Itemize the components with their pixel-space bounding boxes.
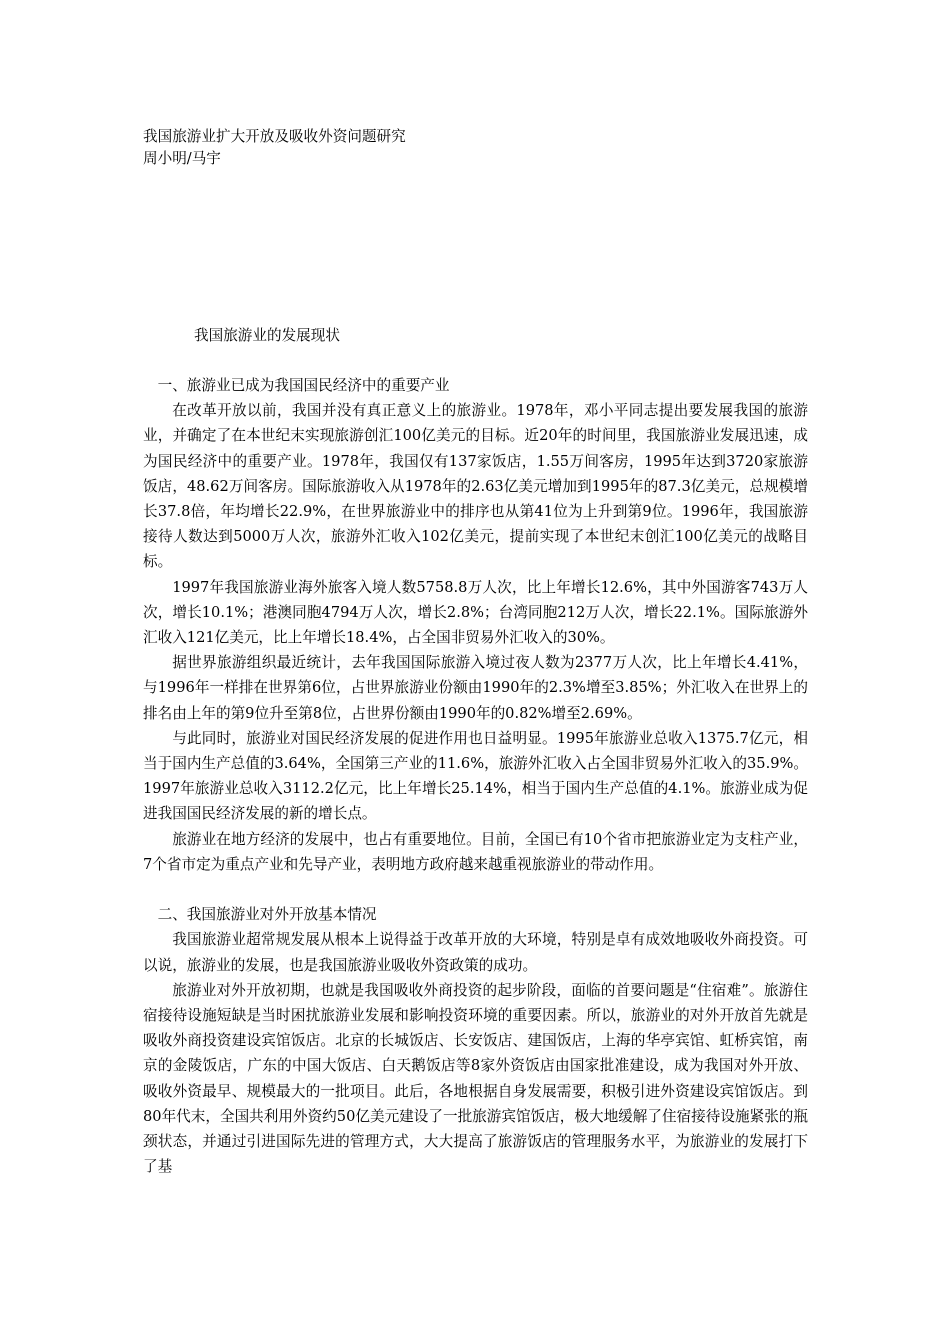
document-title: 我国旅游业扩大开放及吸收外资问题研究 <box>143 128 406 145</box>
paragraph: 旅游业在地方经济的发展中，也占有重要地位。目前，全国已有10个省市把旅游业定为支柱产业，7个省市定为重点产业和先导产业，表明地方政府越来越重视旅游业的带动作用。 <box>143 830 808 873</box>
paragraph: 据世界旅游组织最近统计，去年我国国际旅游入境过夜人数为2377万人次，比上年增长4.41%，与1996年一样排在世界第6位，占世界旅游业份额由1990年的2.3%增至3.85%；外汇收入在世界上的排名由上年的第9位升至第8位，占世界份额由1990年的0.82%增至2.69%。 <box>143 654 808 722</box>
blank-line <box>143 877 808 902</box>
document-header <box>143 126 406 170</box>
paragraph: 在改革开放以前，我国并没有真正意义上的旅游业。1978年，邓小平同志提出要发展我国的旅游业，并确定了在本世纪末实现旅游创汇100亿美元的目标。近20年的时间里，我国旅游业发展迅速，成为国民经济中的重要产业。1978年，我国仅有137家饭店，1.55万间客房，1995年达到3720家旅游饭店，48.62万间客房。国际旅游收入从1978年的2.63亿美元增加到1995年的87.3亿美元，总规模增长37.8倍，年均增长22.9%，在世界旅游业中的排序也从第41位为上升到第9位。1996年，我国旅游接待人数达到5000万人次，旅游外汇收入102亿美元，提前实现了本世纪末创汇100亿美元的战略目标。 <box>143 402 808 571</box>
document-authors: 周小明/马宇 <box>143 150 221 167</box>
part2-heading: 二、我国旅游业对外开放基本情况 <box>157 906 377 924</box>
paragraph: 我国旅游业超常规发展从根本上说得益于改革开放的大环境，特别是卓有成效地吸收外商投资。可以说，旅游业的发展，也是我国旅游业吸收外资政策的成功。 <box>143 931 808 974</box>
section-title: 我国旅游业的发展现状 <box>194 327 340 344</box>
paragraph: 旅游业对外开放初期，也就是我国吸收外商投资的起步阶段，面临的首要问题是“住宿难”。旅游住宿接待设施短缺是当时困扰旅游业发展和影响投资环境的重要因素。所以，旅游业的对外开放首先就是吸收外商投资建设宾馆饭店。北京的长城饭店、长安饭店、建国饭店，上海的华亭宾馆、虹桥宾馆，南京的金陵饭店，广东的中国大饭店、白天鹅饭店等8家外资饭店由国家批准建设，成为我国对外开放、吸收外资最早、规模最大的一批项目。此后，各地根据自身发展需要，积极引进外资建设宾馆饭店。到80年代末，全国共利用外资约50亿美元建设了一批旅游宾馆饭店，极大地缓解了住宿接待设施紧张的瓶颈状态，并通过引进国际先进的管理方式，大大提高了旅游饭店的管理服务水平，为旅游业的发展打下了基 <box>143 981 808 1176</box>
part1-heading: 一、旅游业已成为我国国民经济中的重要产业 <box>157 377 450 394</box>
document-body <box>143 373 808 1179</box>
paragraph: 与此同时，旅游业对国民经济发展的促进作用也日益明显。1995年旅游业总收入1375.7亿元，相当于国内生产总值的3.64%，全国第三产业的11.6%，旅游外汇收入占全国非贸易外汇收入的35.9%。1997年旅游业总收入3112.2亿元，比上年增长25.14%，相当于国内生产总值的4.1%。旅游业成为促进我国国民经济发展的新的增长点。 <box>143 729 808 823</box>
paragraph: 1997年我国旅游业海外旅客入境人数5758.8万人次，比上年增长12.6%，其中外国游客743万人次，增长10.1%；港澳同胞4794万人次，增长2.8%；台湾同胞212万人次，增长22.1%。国际旅游外汇收入121亿美元，比上年增长18.4%，占全国非贸易外汇收入的30%。 <box>143 578 808 647</box>
